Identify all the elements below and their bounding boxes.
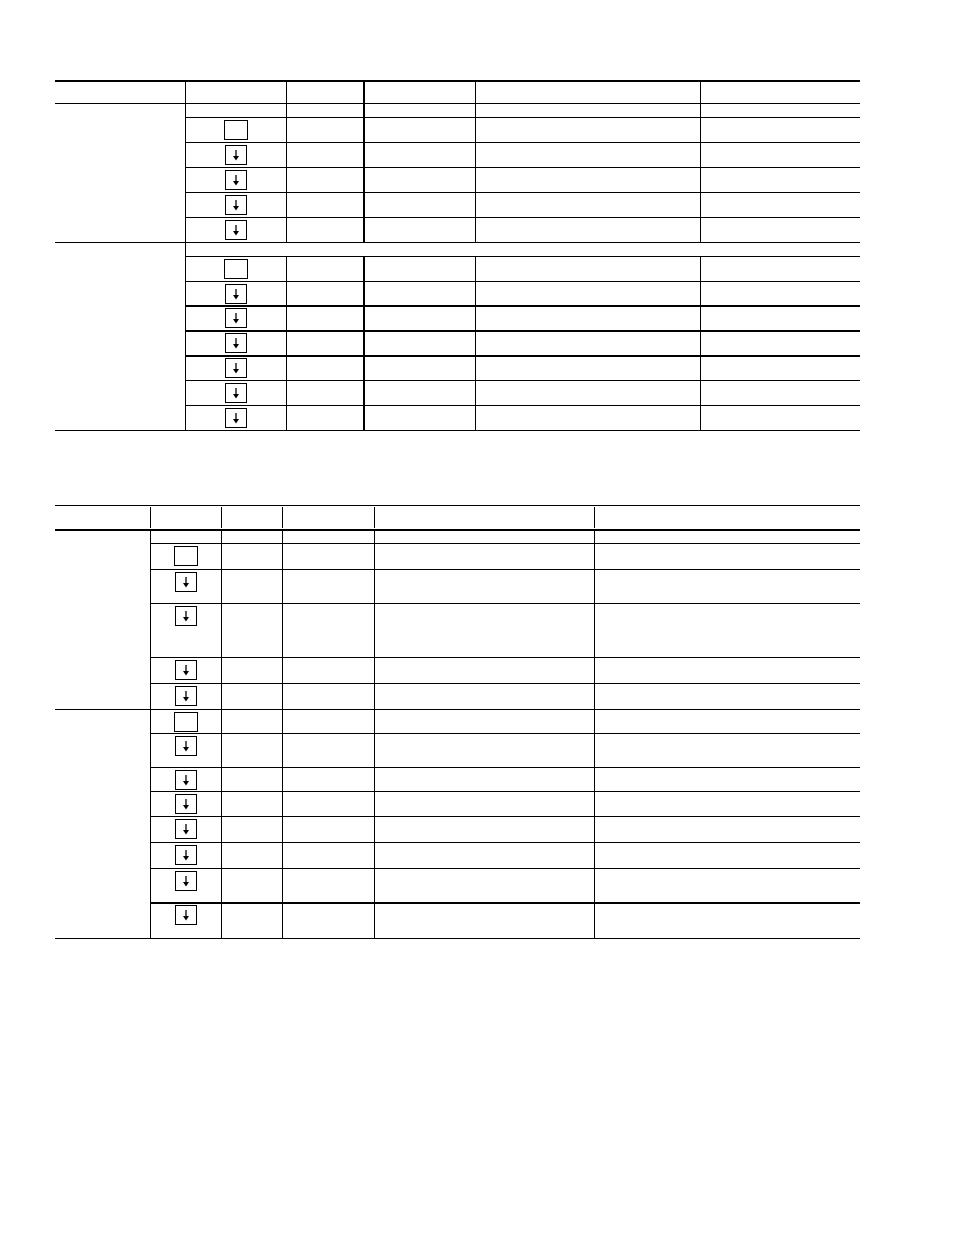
cell-divider bbox=[282, 734, 283, 768]
cell-divider bbox=[221, 792, 222, 817]
cell-divider bbox=[594, 684, 595, 710]
cell-divider bbox=[594, 658, 595, 684]
cell-divider bbox=[286, 282, 287, 306]
cell-divider bbox=[363, 282, 365, 306]
cell-divider bbox=[221, 570, 222, 604]
down-arrow-key-icon bbox=[175, 905, 197, 925]
cell-divider bbox=[221, 869, 222, 903]
row-rule bbox=[150, 569, 860, 570]
row-rule bbox=[150, 733, 860, 734]
blank-key-icon bbox=[224, 259, 248, 279]
cell-divider bbox=[282, 570, 283, 604]
table-bottom-rule bbox=[55, 938, 860, 939]
cell-divider bbox=[221, 903, 222, 938]
row-rule bbox=[150, 657, 860, 658]
cell-divider bbox=[221, 604, 222, 658]
cell-divider bbox=[286, 193, 287, 218]
cell-divider bbox=[286, 356, 287, 381]
cell-divider bbox=[700, 218, 701, 243]
row-rule bbox=[150, 767, 860, 768]
cell-divider bbox=[282, 544, 283, 570]
cell-divider bbox=[475, 406, 476, 430]
cell-divider bbox=[286, 218, 287, 243]
cell-divider bbox=[363, 143, 365, 168]
down-arrow-key-icon bbox=[175, 845, 197, 865]
cell-divider bbox=[374, 604, 375, 658]
cell-divider bbox=[221, 658, 222, 684]
group-col-divider bbox=[150, 531, 151, 938]
cell-divider bbox=[374, 684, 375, 710]
down-arrow-key-icon bbox=[175, 819, 197, 839]
cell-divider bbox=[374, 768, 375, 792]
cell-divider bbox=[475, 356, 476, 381]
header-col-divider bbox=[475, 82, 476, 103]
table-top-rule bbox=[55, 80, 860, 82]
cell-divider bbox=[594, 734, 595, 768]
down-arrow-key-icon bbox=[175, 686, 197, 706]
cell-divider bbox=[700, 331, 701, 356]
cell-divider bbox=[363, 168, 365, 193]
header-col-divider bbox=[150, 507, 151, 528]
cell-divider bbox=[221, 734, 222, 768]
down-arrow-key-icon bbox=[225, 408, 247, 428]
cell-divider bbox=[594, 843, 595, 869]
header-col-divider bbox=[221, 507, 222, 528]
cell-divider bbox=[594, 604, 595, 658]
cell-divider bbox=[700, 104, 701, 118]
cell-divider bbox=[374, 869, 375, 903]
header-bottom-rule bbox=[55, 529, 860, 531]
cell-divider bbox=[282, 710, 283, 734]
cell-divider bbox=[363, 218, 365, 243]
cell-divider bbox=[475, 282, 476, 306]
cell-divider bbox=[286, 306, 287, 331]
cell-divider bbox=[374, 734, 375, 768]
cell-divider bbox=[374, 843, 375, 869]
header-col-divider bbox=[185, 82, 186, 103]
cell-divider bbox=[286, 331, 287, 356]
group-col-divider bbox=[185, 104, 186, 430]
cell-divider bbox=[700, 356, 701, 381]
cell-divider bbox=[700, 282, 701, 306]
cell-divider bbox=[221, 684, 222, 710]
header-col-divider bbox=[286, 82, 287, 103]
cell-divider bbox=[363, 406, 365, 430]
cell-divider bbox=[286, 104, 287, 118]
row-rule bbox=[55, 242, 860, 243]
cell-divider bbox=[286, 118, 287, 143]
cell-divider bbox=[282, 684, 283, 710]
cell-divider bbox=[286, 406, 287, 430]
cell-divider bbox=[282, 604, 283, 658]
down-arrow-key-icon bbox=[225, 284, 247, 304]
cell-divider bbox=[363, 257, 365, 282]
cell-divider bbox=[286, 381, 287, 406]
cell-divider bbox=[221, 544, 222, 570]
blank-key-icon bbox=[224, 120, 248, 140]
cell-divider bbox=[221, 710, 222, 734]
cell-divider bbox=[282, 817, 283, 843]
row-rule bbox=[150, 868, 860, 869]
cell-divider bbox=[374, 903, 375, 938]
cell-divider bbox=[700, 118, 701, 143]
header-bottom-rule bbox=[55, 103, 860, 104]
cell-divider bbox=[594, 869, 595, 903]
cell-divider bbox=[594, 710, 595, 734]
row-rule bbox=[150, 603, 860, 604]
cell-divider bbox=[282, 658, 283, 684]
cell-divider bbox=[594, 768, 595, 792]
header-col-divider bbox=[374, 507, 375, 528]
down-arrow-key-icon bbox=[225, 383, 247, 403]
row-rule bbox=[150, 816, 860, 817]
cell-divider bbox=[374, 817, 375, 843]
cell-divider bbox=[363, 381, 365, 406]
cell-divider bbox=[475, 104, 476, 118]
header-col-divider bbox=[700, 82, 701, 103]
row-rule bbox=[150, 543, 860, 544]
cell-divider bbox=[475, 381, 476, 406]
down-arrow-key-icon bbox=[225, 220, 247, 240]
down-arrow-key-icon bbox=[175, 660, 197, 680]
cell-divider bbox=[475, 143, 476, 168]
down-arrow-key-icon bbox=[175, 572, 197, 592]
header-col-divider bbox=[282, 507, 283, 528]
cell-divider bbox=[475, 118, 476, 143]
cell-divider bbox=[282, 768, 283, 792]
row-rule bbox=[150, 902, 860, 904]
blank-key-icon bbox=[174, 712, 198, 732]
blank-key-icon bbox=[174, 546, 198, 566]
down-arrow-key-icon bbox=[225, 358, 247, 378]
cell-divider bbox=[363, 331, 365, 356]
table-2 bbox=[55, 505, 860, 940]
cell-divider bbox=[475, 168, 476, 193]
cell-divider bbox=[594, 817, 595, 843]
cell-divider bbox=[282, 869, 283, 903]
cell-divider bbox=[221, 768, 222, 792]
down-arrow-key-icon bbox=[225, 145, 247, 165]
cell-divider bbox=[594, 544, 595, 570]
down-arrow-key-icon bbox=[225, 333, 247, 353]
down-arrow-key-icon bbox=[175, 736, 197, 756]
cell-divider bbox=[374, 570, 375, 604]
cell-divider bbox=[282, 843, 283, 869]
cell-divider bbox=[700, 143, 701, 168]
cell-divider bbox=[374, 544, 375, 570]
down-arrow-key-icon bbox=[175, 794, 197, 814]
down-arrow-key-icon bbox=[225, 170, 247, 190]
cell-divider bbox=[475, 218, 476, 243]
cell-divider bbox=[594, 570, 595, 604]
cell-divider bbox=[374, 792, 375, 817]
table-1 bbox=[55, 80, 860, 432]
table-top-rule bbox=[55, 505, 860, 506]
cell-divider bbox=[594, 792, 595, 817]
row-rule bbox=[150, 791, 860, 792]
cell-divider bbox=[700, 257, 701, 282]
cell-divider bbox=[700, 168, 701, 193]
cell-divider bbox=[363, 193, 365, 218]
header-col-divider bbox=[363, 82, 365, 103]
cell-divider bbox=[363, 104, 365, 118]
cell-divider bbox=[221, 817, 222, 843]
cell-divider bbox=[700, 306, 701, 331]
cell-divider bbox=[286, 168, 287, 193]
cell-divider bbox=[363, 356, 365, 381]
down-arrow-key-icon bbox=[175, 606, 197, 626]
cell-divider bbox=[700, 381, 701, 406]
cell-divider bbox=[374, 658, 375, 684]
cell-divider bbox=[475, 193, 476, 218]
cell-divider bbox=[221, 843, 222, 869]
cell-divider bbox=[475, 331, 476, 356]
cell-divider bbox=[286, 257, 287, 282]
cell-divider bbox=[700, 406, 701, 430]
cell-divider bbox=[374, 710, 375, 734]
cell-divider bbox=[475, 257, 476, 282]
down-arrow-key-icon bbox=[225, 195, 247, 215]
row-rule bbox=[55, 709, 860, 710]
header-col-divider bbox=[594, 507, 595, 528]
down-arrow-key-icon bbox=[175, 871, 197, 891]
cell-divider bbox=[363, 306, 365, 331]
cell-divider bbox=[286, 143, 287, 168]
cell-divider bbox=[594, 903, 595, 938]
cell-divider bbox=[282, 903, 283, 938]
row-rule bbox=[150, 842, 860, 843]
cell-divider bbox=[475, 306, 476, 331]
cell-divider bbox=[363, 118, 365, 143]
cell-divider bbox=[282, 792, 283, 817]
table-bottom-rule bbox=[55, 430, 860, 431]
row-rule bbox=[150, 683, 860, 684]
down-arrow-key-icon bbox=[175, 770, 197, 790]
down-arrow-key-icon bbox=[225, 308, 247, 328]
cell-divider bbox=[700, 193, 701, 218]
